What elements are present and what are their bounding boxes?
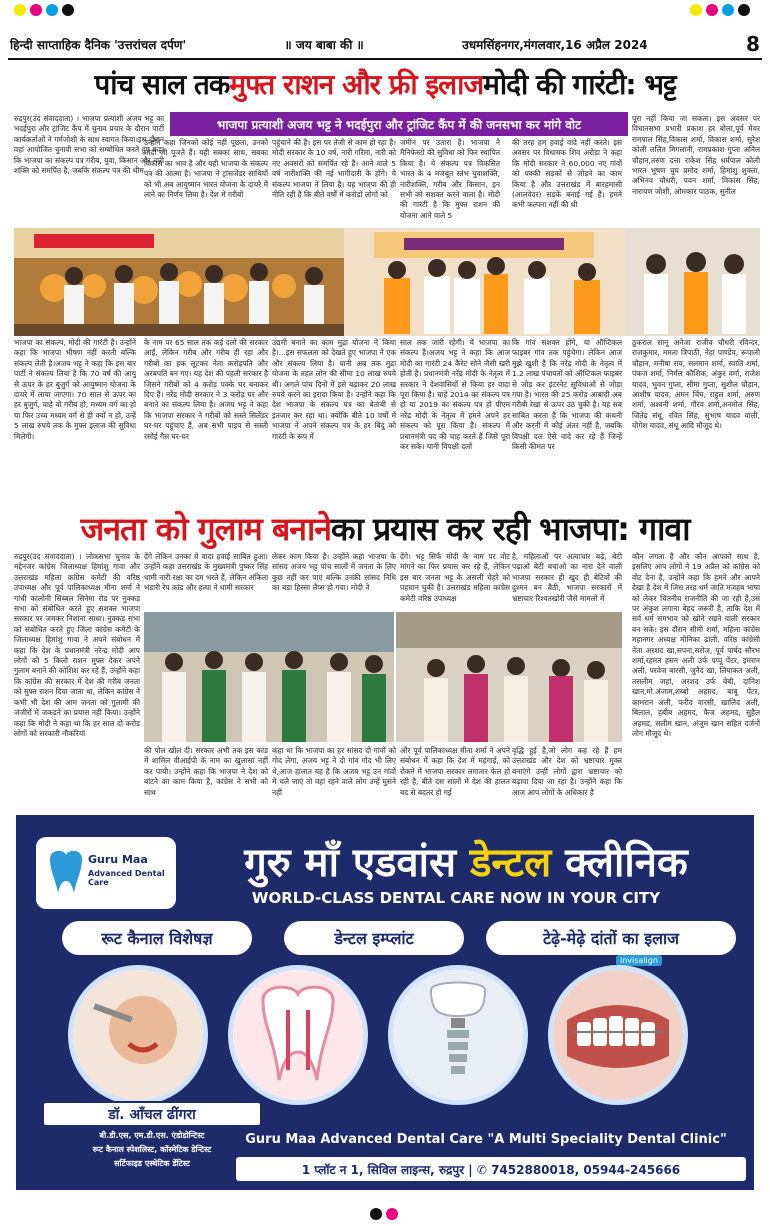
registration-marks-left [14, 4, 74, 18]
patient-illustration-icon [73, 970, 203, 1100]
doctor-treatment-circle [68, 965, 208, 1105]
invisalign-badge: invisalign [616, 955, 662, 966]
braces-teeth-icon [553, 970, 683, 1100]
header-center-text: ॥ जय बाबा की ॥ [284, 37, 364, 52]
doctor-degrees: बी.डी.एस, एम.डी.एस. एंडोडोन्टिस्ट रूट कैनाल स्पेशलिस्ट, कॉस्मेटिक डेन्टिस्ट सर्टिफाइड एस्थेटिक डेंटिस्ट [92, 1131, 212, 1168]
story2-col3-bottom: कहा था कि भाजपा का हर सांसद दो गांवों को गोद लेगा, अजय भट्ट ने दो गांव गोद भी लिए थे,आज हालात यह है कि अजय भट्ट उन गांवों में चले जाएं तो वहां रहने वाले लोग उन्हें घुसने नहीं [272, 746, 396, 797]
page-number: 8 [746, 32, 760, 56]
braces-circle [548, 965, 688, 1105]
doctor-name: डॉ. आँचल ढींगरा [42, 1101, 262, 1127]
registration-marks-right [690, 4, 750, 18]
logo-line-2: Advanced Dental Care [88, 869, 165, 887]
story1-col2-top: उन्होंने कहा जिनको कोई नहीं पूछता, उनको मोदी जी पूजते हैं। यही सबका साथ, सबका विकास का भाव है और यही भाजपा के संकल्प पत्र की आत्मा है। भाजपा ने ट्रांसजेंडर साथियों को भी अब आयुष्मान भारत योजना के दायरे में लाने का निर्णय लिया है। देश में गरीबों [144, 138, 268, 200]
story1-subhead: भाजपा प्रत्याशी अजय भट्ट ने भदईपुरा और ट्रांजिट कैंप में की जनसभा कर मांगे वोट [170, 112, 628, 136]
issue-date: उधमसिंहनगर,मंगलवार,16 अप्रैल 2024 [462, 37, 648, 52]
story1-col3-top: पहुंचाने की है। इस पर तेजी से काम हो रहा है। मोदी सरकार के 10 वर्ष, नारी गरिमा, नारी को नए अवसरों को समर्पित रहे हैं। आने वाले 5 वर्ष नारीशक्ति की नई भागीदारी के होंगे। ये संकल्प भाजपा ने लिया है। यह भाजपा की ही नीति रही है कि बीते वर्षों में करोड़ों लोगों को [272, 138, 396, 200]
dental-implant-icon [393, 970, 523, 1100]
story2-col5-bottom: वृद्धि हुई है,जो लोग कह रहे हैं हम उत्तराखंड और देश को भ्रष्टाचार मुक्त बनाएंगे उन्हीं लोगों द्वारा भ्रष्टाचार को बढ़ावा दिया जा रहा है। उन्होंने कहा कि आज आप लोगों के अधिकार है [512, 746, 622, 797]
logo-line-1: Guru Maa [88, 853, 148, 866]
story2-col6: कौन लगता है और कौन आपको साथ है, इसलिए आप लोगों ने 19 अप्रैल को कांग्रेस को वोट देना है, उन्होंने कहा कि हमने और आपने देखा है देश में जिस तरह धर्म जाति मजहब भाषा को लेकर चिंतनीय राजनीति की जा रही है,उस पर अंकुश लगाना बेहद जरूरी है, ताकि देश में सर्व धर्म समभाव को खोने रखने वाली सरकार बन सके। इस दौरान सीमी शर्मा, महिला कांग्रेस महानगर अध्यक्ष मोनिका ढाली, वरिष्ठ कांग्रेसी नेता अरशद खा,सपना,सरोज, पूर्व पार्षद सौरभ शर्मा,रहमत हसन अली उर्फ पप्पू पेंटर, इमरान अली, परवेज बारसी, जुनैद खा, लियाकत अली, तसलीम जहां, अरशद उर्फ बेबी, दानिश खान,मो.अंजाम,शब्बो अहमद, बाबू पेंटर, कामरान अली, फरीद वारसी, खालिद अली, बिलाल, हबीब अहमद, फैज अहमद, सुहैल अहमद, सलीम खान, अंजुम खान सहित दर्जनों लोग मौजूद थे। [632, 552, 760, 738]
meeting-photo-2 [396, 612, 622, 742]
service-root-canal: रूट कैनाल विशेषज्ञ [62, 921, 252, 955]
story1-col1-top: रुद्रपुर(उद संवाददाता) । भाजपा प्रत्याशी अजय भट्ट का भदईपुरा और ट्रांजिट कैंप में चुनाव प्रचार के दौरान पार्टी कार्यकर्ताओं ने गर्मजोशी के साथ स्वागत किया।इस दौरान वहां आयोजित चुनावी सभा को सम्बोधित करते हुए कहा कि भाजपा का संकल्प पत्र गरीब, युवा, किसान और नारी शक्ति को समर्पित है, जबकि संकल्प पत्र की थीम [14, 114, 164, 176]
clinic-tagline: Guru Maa Advanced Dental Care "A Multi Speciality Dental Clinic" [245, 1131, 727, 1147]
page-header [10, 32, 760, 56]
story1-col6-bottom: ठुकराल सानू अनेजा राजीव चौधरी रविन्दर, राजकुमार, ममता त्रिपाठी, नेहा पाण्डेय, रूपाली चौहान, मनीषा राय, सलमान शर्मा, स्वाति शर्मा, पंकज शर्मा, निर्मल कौशिक, अंकुर वर्मा, राजेश यादव, भुवन गुप्ता, सीमा गुप्ता, सुशील चौहान, आशीष यादव, अमन चिंघ, राहुल शर्मा, अरुण शर्मा, अश्वनी शर्मा, गौरव शर्मा,अनमोल सिंह, जितेंद्र संधू, रवित सिंह, सुभाष यादव वाली, योगेश यादव, संधू आदि मौजूद थे। [632, 338, 760, 431]
story1-col6-top: पूरा नहीं किया जा सकता। इस अवसर पर विधानसभा प्रभारी प्रकाश हर बोला,पूर्व मेयर रामपाल सिंह,विकास शर्मा, विकास शर्मा, सुरेश कोली ललित मिगलानी, रामप्रकाश गुप्ता अनिल चौहान,तरुण दत्ता राकेश सिंह धर्मपाल कोली भारत भूषण चुघ प्रमोद शर्मा, हिमांशु शुक्ला, अभिनव चौधरी, पवन शर्मा, विकास सिंह, नारायण जोशी, ओमकार पाठक, सुनील [632, 114, 760, 196]
root-canal-circle [228, 965, 368, 1105]
story2-col1: रुद्रपुर(उद संवाददाता) । लोकसभा चुनाव के मद्देनजर कांग्रेस जिलाध्यक्ष हिमांशु गावा और उत्तराखंड महिला कांग्रेस कमेटी की वरिष्ठ उपाध्यक्ष और पूर्व पालिकाध्यक्ष मीना शर्मा ने गांधी कालोनी सिब्बल सिनेमा रोड पर नुक्कड़ सभा को संबोधित करते हुए सशक्त भाजपा सरकार पर जमकर निशाना साधा। नुक्कड़ सभा को संबोधित करते हुए जिला कांग्रेस कमेटी के जिलाध्यक्ष हिमांशु गावा ने अपने संबोधन में कहा कि देश के प्रधानमंत्री नरेन्द्र मोदी आप लोगों को 5 किलो राशन मुफ्त देकर अपने गुलाम बनाने की कोशिश कर रहे हैं, उन्होंने कहा कि कांग्रेस की सरकार में देश की गरीब जनता को मुफ्त राशन दिया जाता था, लेकिन कांग्रेस ने कभी भी देश की आम जनता को गुलामी की जंजीरों में जकड़ने का प्रयास नहीं किया। उन्होंने कहा कि मोदी ने कहा था कि हर साल दो करोड़ लोगों को सरकारी नौकरियां [14, 552, 140, 738]
implant-circle [388, 965, 528, 1105]
story2-col5-top: है, महिलाओं पर अत्याचार बढ़े, बेटी पढ़ाओ बेटी बचाओ का नारा देने वाली भाजपा सरकार ही खुद ही बेटियों की दुश्मन बन बैठी, भाजपा सरकारों में भ्रष्टाचार रिश्वतखोरी जैसे मामलों में [512, 552, 622, 603]
paper-name: हिन्दी साप्ताहिक दैनिक 'उत्तरांचल दर्पण' [10, 37, 187, 52]
story1-col4-bottom: साल तक जारी रहेगी। ये भाजपा का संकल्प है।अजय भट्ट ने कहा कि आज मोदी का गारंटी 24 कैरेट सोने जैसी खरी होती है। प्रधानमंत्री नरेंद्र मोदी के नेतृत्व में सरकार ने देशवासियों से किया हर वादा पूरा किया है। चाहे 2014 का संकल्प पत्र हो या 2019 का संकल्प पत्र हो पीएम नरेंद्र मोदी के नेतृत्व में हमने अपने हर संकल्प को पूरा किया है। संकल्प में प्रधानमंत्री पद की चाह करते हैं जिसे पूरा कर सके। यानी विपक्षी दलों [400, 338, 510, 452]
meeting-photo-1 [144, 612, 394, 742]
dental-clinic-ad [16, 815, 754, 1190]
story2-col4-top: देंगे। भट्ट सिर्फ मोदी के नाम पर वोट मांगने का फिर प्रयास कर रहे हैं, लेकिन इस बार जनता भट्ट के असली चेहरे को पहचान चुकी है। उत्तराखंड महिला कांग्रेस कमेटी वरिष्ठ उपाध्यक्ष [400, 552, 510, 603]
service-braces: टेढ़े-मेढ़े दांतों का इलाज [486, 921, 736, 955]
story2-col2-top: देंगे लेकिन उनका ये वादा हवाई साबित हुआ। उन्होंने कहा उत्तराखंड के मुख्यमंत्री पुष्कर सिंह धामी नारी रक्षा का दम भरते हैं, लेकिन अंकिता भंडारी रेप कांड और हत्या ने धामी सरकार [144, 552, 268, 593]
story1-col4-top: जमीन पर उतारा है। भाजपा ने मैनिफेस्टो की सुविधा को फिर स्थापित किया है। ये संकल्प पत्र विकसित भारत के 4 मजबूत स्तंभ युवाशक्ति, नारीशक्ति, गरीब और किसान, इन सभी को सशक्त करने वाला है। मोदी की गारंटी है कि मुफ्त राशन की योजना आने वाले 5 [400, 138, 500, 220]
service-implant: डेन्टल इम्प्लांट [284, 921, 464, 955]
clinic-logo [36, 837, 176, 909]
rally-photo-2 [344, 228, 626, 336]
clinic-title: गुरु माँ एडवांस डेन्टल क्लीनिक [244, 840, 688, 886]
story2-col2-bottom: की पोल खोल दी। सरकार अभी तक इस कांड में शामिल वीआईपी के नाम का खुलासा नहीं कर पायी। उन्होंने कहा कि भाजपा ने देश को बांटने का काम किया है, कांग्रेस ने सभी को साथ [144, 746, 268, 797]
registration-marks-bottom [370, 1208, 398, 1222]
story1-col5-bottom: कि गांव सशक्त होंगे, या ऑप्टिकल फाइबर गांव तक पहुंचेगा। लेकिन आज मुझे खुशी है कि नरेंद्र मोदी के नेतृत्व में 1.2 लाख पंचायतों को ऑप्टिकल फाइबर से जोड़ कर इंटरनेट सुविधाओं से जोड़ा गया है। भारत की 25 करोड़ आबादी अब गरीबी रेखा से ऊपर उठ चुकी है। यह सब साबित करता है कि भाजपा की कथनी और करनी में कोई अंतर नहीं है, जबकि विपक्षी दल ऐसे वादे कर रहे हैं जिन्हें किसी कीमत पर [512, 338, 622, 452]
header-rule [8, 58, 762, 60]
rally-photo-3 [626, 228, 760, 336]
story1-col1-bottom: भाजपा का संकल्प, मोदी की गारंटी है। उन्होंने कहा कि भाजपा भीषण नहीं करती बल्कि संकल्प लेती है।अजय भट्ट ने कहा कि इस बार पार्टी ने संकल्प लिया है कि 70 वर्ष की आयु से ऊपर के हर बुजुर्ग को आयुष्मान योजना के दायरे में लाया जाएगा। 70 साल से ऊपर का हर बुजुर्ग, चाहे वो गरीब हो, मध्यम वर्ग का हो या फिर उच्च मध्यम वर्ग से ही क्यों न हो, उन्हें 5 लाख रुपये तक के मुफ्त इलाज की सुविधा मिलेगी। [14, 338, 136, 441]
clinic-address: 1 प्लॉट न 1, सिविल लाइन्स, रुद्रपुर | ✆ 7452880018, 05944-245666 [236, 1157, 746, 1181]
tooth-root-icon [233, 970, 363, 1100]
story2-col4-bottom: और पूर्व पालिकाध्यक्ष मीना शर्मा ने अपने संबोधन में कहा कि देश में महंगाई, को रोकने में भाजपा सरकार लगातार फेल हो रही है, बीते दस सालों में देश की हालत बद से बदतर हो गई [400, 746, 510, 797]
story2-headline: जनता को गुलाम बनाने का प्रयास कर रही भाजपा: गावा [80, 509, 690, 548]
story1-col3-bottom: उद्यमी बनाने का काम मुद्रा योजना ने किया है।...इस सफलता को देखते हुए भाजपा ने एक और संकल्प लिया है। यानी अब तक मुद्रा योजना के तहत लोन की सीमा 10 लाख रुपये थी। अगले पांच दिनों में इसे बढ़ाकर 20 लाख रुपये करने का इरादा किया है। उन्होंने कहा कि देश भाजपा के संकल्प पत्र का बेताबी से इंतजार कर रहा था। क्योंकि बीते 10 वर्षों में भाजपा ने अपने संकल्प पत्र के हर बिंदु को गारंटी के रूप में [272, 338, 396, 441]
story1-headline: पांच साल तक मुफ्त राशन और फ्री इलाज मोदी की गारंटी: भट्ट [94, 68, 676, 101]
story2-col3-top: लेकर काम किया है। उन्होंने कहा भाजपा के सांसद अजय भट्ट पांच सालों में जनता के लिए कुछ नहीं कर पाए बल्कि उनकी सांसद निधि का बड़ा हिस्सा लैप्स हो गया। मोदी ने [272, 552, 396, 593]
rally-photo-1 [14, 228, 344, 336]
story1-col5-top: की तरह हम हवाई वादे नहीं करते। इस अवसर पर विधायक शिव अरोड़ा ने कहा कि मोदी सरकार ने 60,000 नए गांवों को पक्की सड़कों से जोड़ने का काम किया है और उत्तराखंड में बारहमासी (आलवेदर) सड़कें बनाई गई हैं। हमने कभी कल्पना नहीं की थी [512, 138, 622, 210]
story1-col2-bottom: के नाम पर 65 साल तक कई दलों की सरकार आईं, लेकिन गरीब और गरीब ही रहा और गरीबों का हक लूटकर नेता करोड़पति और अरबपति बन गए। यह देश की पहली सरकार है जिसने गरीबों को 4 करोड़ पक्के घर बनाकर दिए हैं। नरेंद्र मोदी सरकार ने 3 करोड़ घर और बनाने का संकल्प लिया है। अजय भट्ट ने कहा कि भाजपा सरकार ने गरीबों को सस्ते सिलेंडर घर-घर पहुंचाए हैं, अब सभी पाइप से सस्ती रसोई गैस घर-घर [144, 338, 268, 441]
clinic-subtitle: WORLD-CLASS DENTAL CARE NOW IN YOUR CITY [251, 889, 661, 907]
